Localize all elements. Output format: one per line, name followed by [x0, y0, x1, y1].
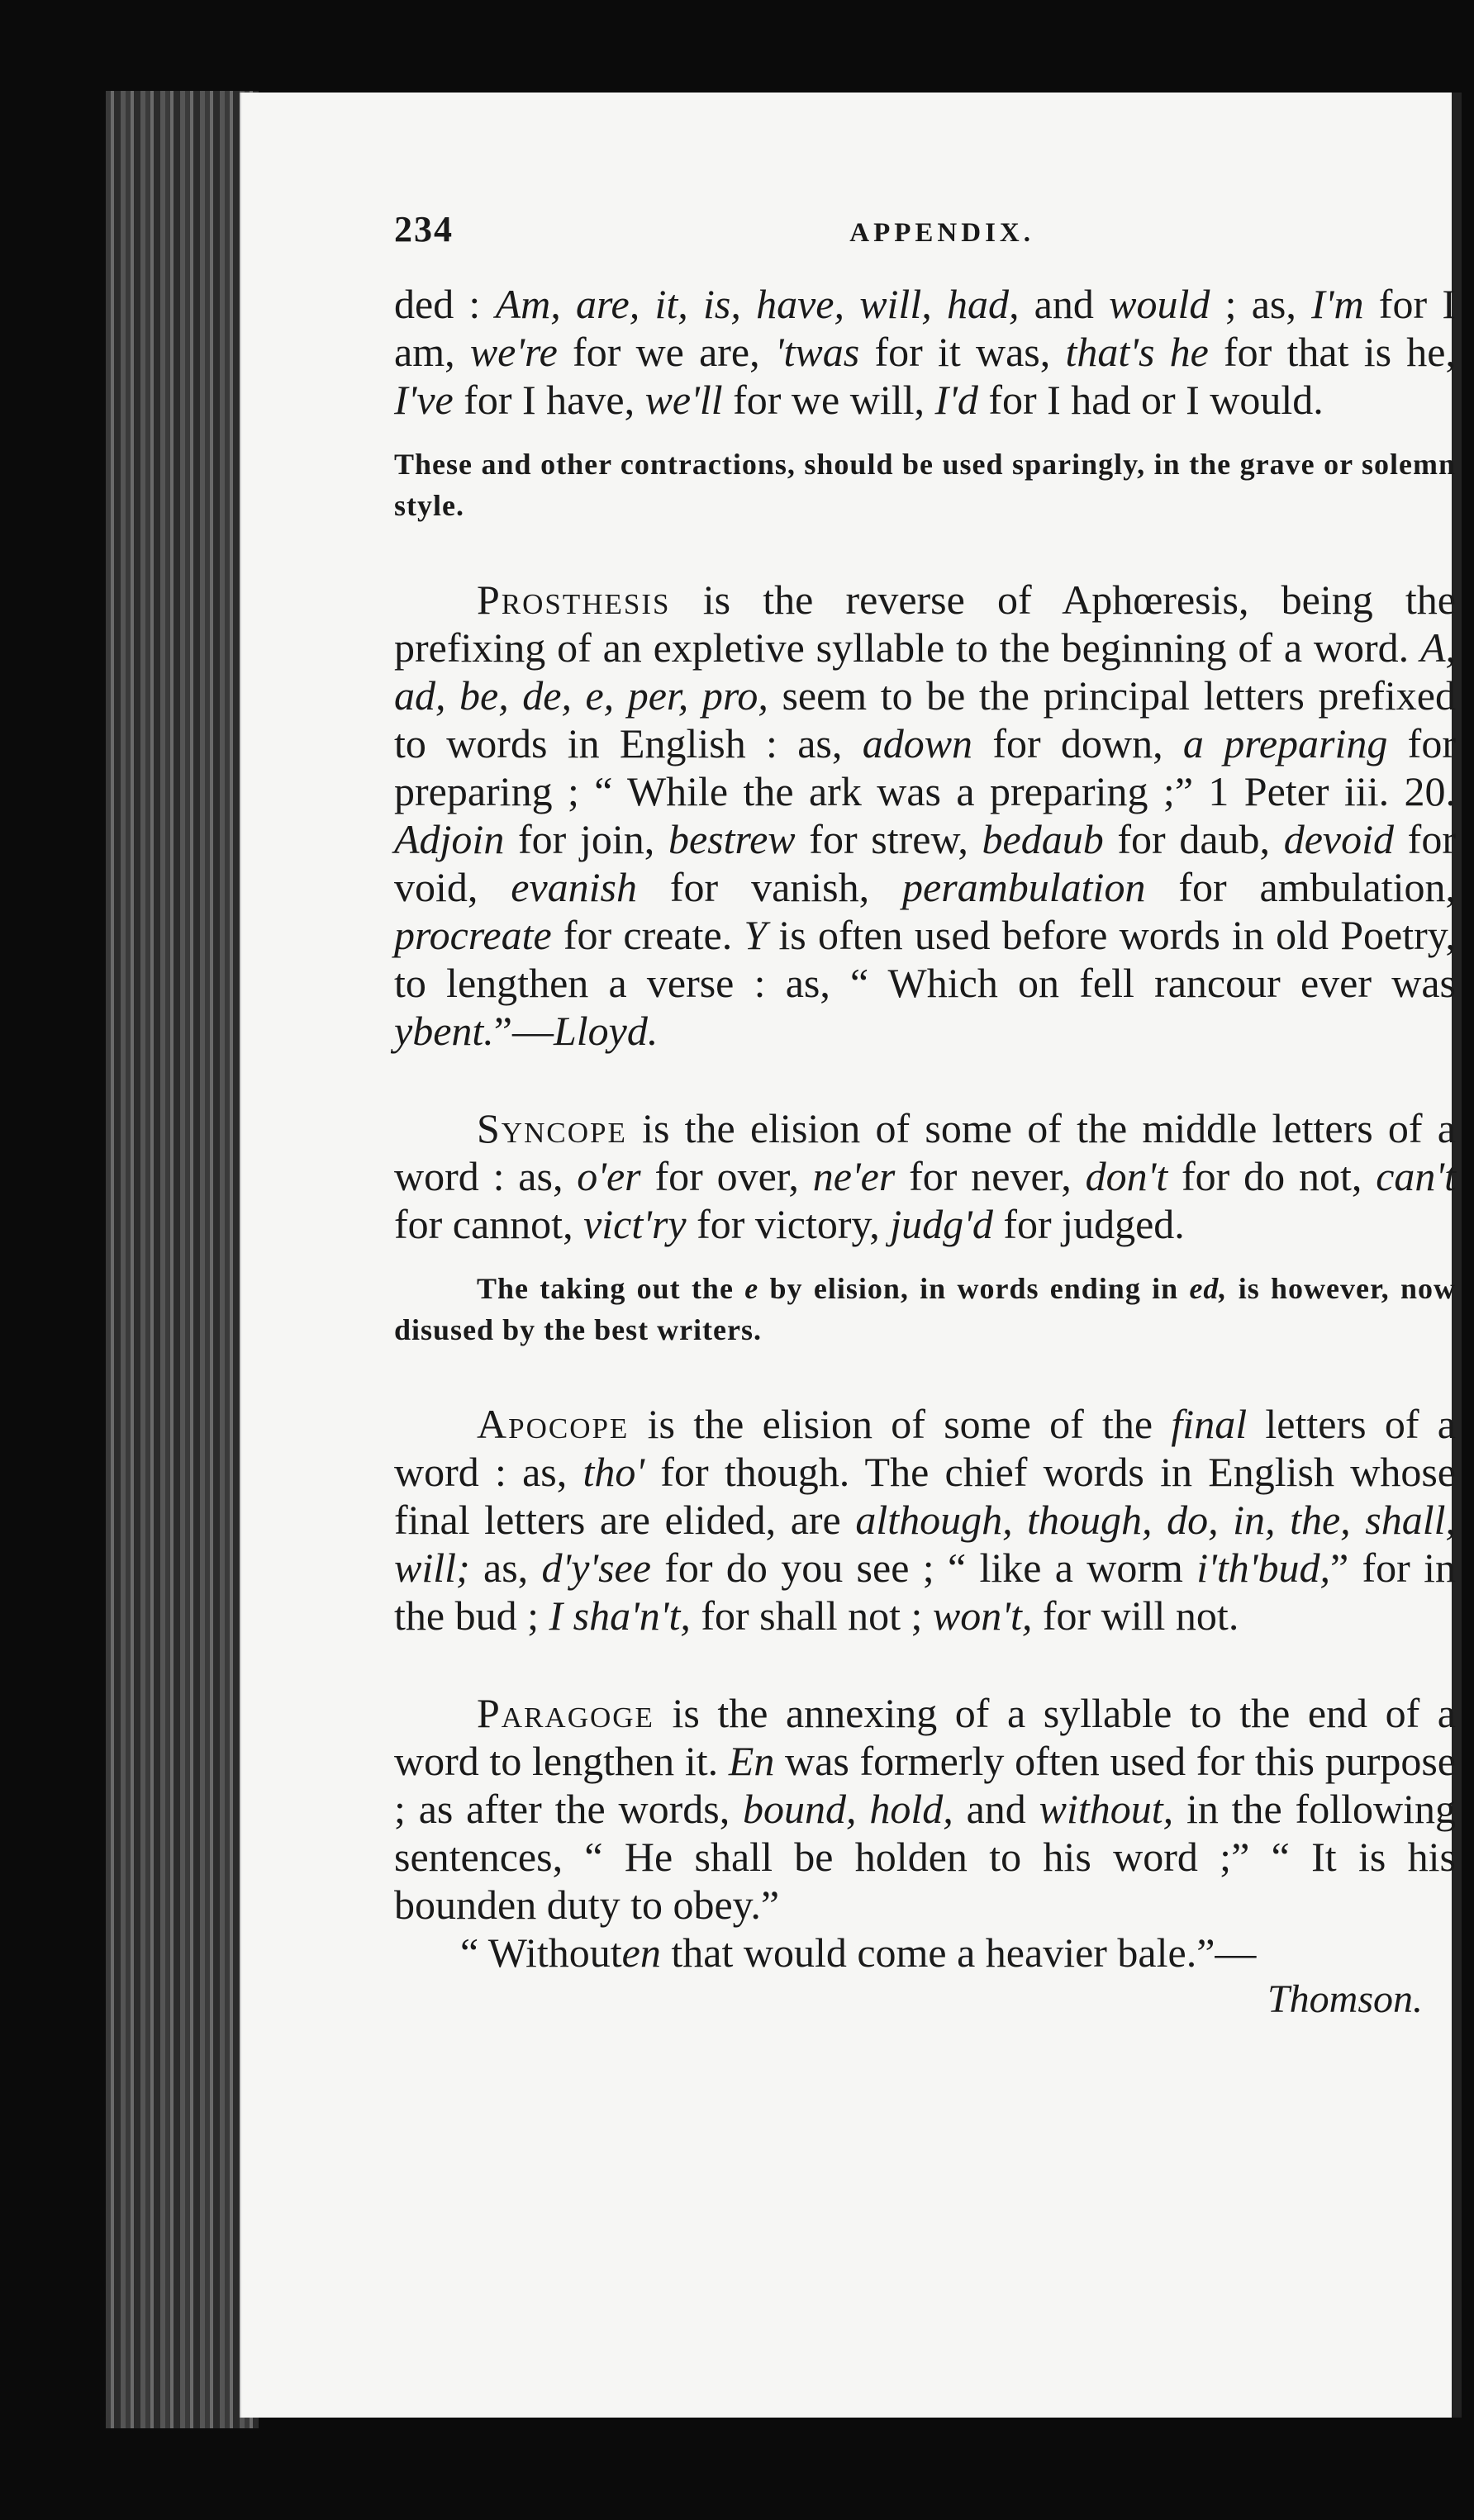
text-run: Prosthesis: [477, 577, 671, 623]
text-run: perambulation: [902, 864, 1146, 910]
text-run: procreate: [394, 912, 552, 958]
footnote-paragraph: [394, 444, 1456, 526]
paragraph-spacer: [394, 526, 1456, 576]
text-run: for do you see ; “ like a worm: [650, 1545, 1197, 1591]
text-run: I'd: [934, 377, 978, 423]
text-run: A, ad, be, de, e, per, pro,: [394, 624, 1456, 719]
text-run: for preparing ; “ While the ark was a preparing ;” 1 Peter iii. 20.: [394, 720, 1456, 814]
text-run: for judged.: [992, 1201, 1185, 1247]
text-run: Lloyd.: [553, 1008, 659, 1054]
footnote-paragraph: [394, 1268, 1456, 1350]
text-run: for victory,: [686, 1201, 891, 1247]
text-run: is the annexing of a syllable to the end of a word to lengthen it.: [394, 1690, 1456, 1784]
page-header: [394, 208, 1456, 250]
paragraph-spacer: [394, 1640, 1456, 1689]
text-run: judg'd: [890, 1201, 993, 1247]
text-run: vict'ry: [583, 1201, 687, 1247]
text-run: The taking out the: [477, 1272, 745, 1305]
text-run: we'll: [644, 377, 723, 423]
text-run: is the reverse of Aphœresis, being the prefixing of an expletive syllable to the beginning of a word.: [394, 577, 1456, 671]
text-run: I sha'n't,: [549, 1592, 691, 1639]
text-run: won't,: [932, 1592, 1033, 1639]
text-run: for it was,: [859, 329, 1066, 375]
page-number: 234: [394, 209, 454, 249]
text-run: for we are,: [557, 329, 775, 375]
text-run: is the elision of some of the: [629, 1401, 1172, 1447]
body-paragraph: [394, 1689, 1456, 1929]
text-run: for we will,: [722, 377, 935, 423]
text-run: Syncope: [477, 1105, 627, 1151]
text-run: and: [1019, 281, 1110, 327]
text-run: would: [1109, 281, 1210, 327]
text-run: ne'er: [812, 1153, 896, 1199]
text-run: without,: [1039, 1786, 1174, 1832]
text-run: for that is he,: [1208, 329, 1456, 375]
text-run: Apocope: [477, 1401, 630, 1447]
quotation-line: [394, 1929, 1456, 1977]
text-run: tho': [582, 1449, 645, 1495]
text-run: for never,: [895, 1153, 1086, 1199]
text-run: Paragoge: [477, 1690, 654, 1736]
text-run: seem to be the principal letters prefixed to words in English : as,: [394, 672, 1456, 766]
text-run: d'y'see: [541, 1545, 651, 1591]
text-run: for I had or I would.: [977, 377, 1324, 423]
text-run: for I have,: [453, 377, 645, 423]
text-run: letters of a word : as,: [394, 1401, 1456, 1495]
quotation-attribution: [394, 1977, 1456, 2022]
text-run: o'er: [577, 1153, 641, 1199]
paragraph-spacer: [394, 424, 1456, 444]
paragraph-spacer: [394, 1350, 1456, 1400]
text-run: for down,: [972, 720, 1183, 766]
text-run: for will not.: [1032, 1592, 1239, 1639]
text-run: for cannot,: [394, 1201, 584, 1247]
running-head: APPENDIX.: [849, 218, 1034, 248]
text-run: was formerly often used for this purpose ; as after the words,: [394, 1738, 1456, 1832]
text-run: for join,: [504, 816, 668, 862]
text-run: e: [744, 1272, 759, 1305]
text-run: by elision, in words ending in: [758, 1272, 1190, 1305]
book-spine: [106, 91, 259, 2428]
page-content: [394, 208, 1456, 2022]
text-run: ded :: [394, 281, 496, 327]
text-run: for shall not ;: [690, 1592, 933, 1639]
text-run: for strew,: [795, 816, 982, 862]
text-run: bedaub: [982, 816, 1104, 862]
text-run: is often used before words in old Poetry, to lengthen a verse : as, “ Which on fell rancour ever was: [394, 912, 1456, 1006]
text-run: don't: [1085, 1153, 1168, 1199]
text-run: for ambulation,: [1145, 864, 1456, 910]
body-paragraph: [394, 280, 1456, 424]
text-run: for though. The chief words in English whose final letters are elided, are: [394, 1449, 1456, 1543]
text-run: that would come a heavier bale.”—: [660, 1929, 1257, 1976]
text-run: and: [953, 1786, 1039, 1832]
body-paragraph: [394, 1400, 1456, 1640]
text-run: for I am,: [394, 281, 1456, 375]
body-text: [394, 280, 1456, 2022]
text-run: en: [621, 1929, 661, 1976]
text-run: can't: [1376, 1153, 1456, 1199]
text-run: although, though, do, in, the, shall, will;: [394, 1497, 1456, 1591]
text-run: “ Without: [460, 1929, 622, 1976]
text-run: I'm: [1311, 281, 1364, 327]
text-run: devoid: [1283, 816, 1394, 862]
text-run: bound, hold,: [743, 1786, 953, 1832]
text-run: These and other contractions, should be used sparingly, in the grave or solemn style.: [394, 448, 1456, 522]
text-run: a preparing: [1182, 720, 1388, 766]
text-run: Adjoin: [394, 816, 505, 862]
text-run: is however, now disused by the best writers.: [394, 1272, 1456, 1346]
text-run: ”—: [493, 1008, 554, 1054]
text-run: as,: [469, 1545, 542, 1591]
text-run: I've: [394, 377, 454, 423]
text-run: ; as,: [1210, 281, 1312, 327]
text-run: Y: [744, 912, 768, 958]
paragraph-spacer: [394, 1055, 1456, 1104]
paragraph-spacer: [394, 1248, 1456, 1268]
text-run: for void,: [394, 816, 1456, 910]
text-run: adown: [862, 720, 973, 766]
text-run: bestrew: [668, 816, 796, 862]
text-run: for vanish,: [637, 864, 903, 910]
body-paragraph: [394, 576, 1456, 1055]
text-run: for daub,: [1103, 816, 1284, 862]
text-run: that's he: [1065, 329, 1209, 375]
text-run: ybent.: [394, 1008, 494, 1054]
book-page: [240, 93, 1456, 2418]
text-run: for create.: [551, 912, 744, 958]
text-run: in the following sentences, “ He shall be holden to his word ;” “ It is his bounden duty to obey.”: [394, 1786, 1456, 1928]
text-run: i'th'bud,: [1196, 1545, 1330, 1591]
text-run: ” for in the bud ;: [394, 1545, 1456, 1639]
text-run: for do not,: [1167, 1153, 1377, 1199]
text-run: is the elision of some of the middle letters of a word : as,: [394, 1105, 1456, 1199]
text-run: En: [728, 1738, 775, 1784]
text-run: we're: [469, 329, 558, 375]
text-run: for over,: [640, 1153, 813, 1199]
text-run: final: [1171, 1401, 1248, 1447]
text-run: evanish: [511, 864, 638, 910]
text-run: Thomson.: [1267, 1977, 1423, 2021]
body-paragraph: [394, 1104, 1456, 1248]
text-run: Am, are, it, is, have, will, had,: [495, 281, 1020, 327]
text-run: ed,: [1189, 1272, 1228, 1305]
text-run: 'twas: [774, 329, 860, 375]
